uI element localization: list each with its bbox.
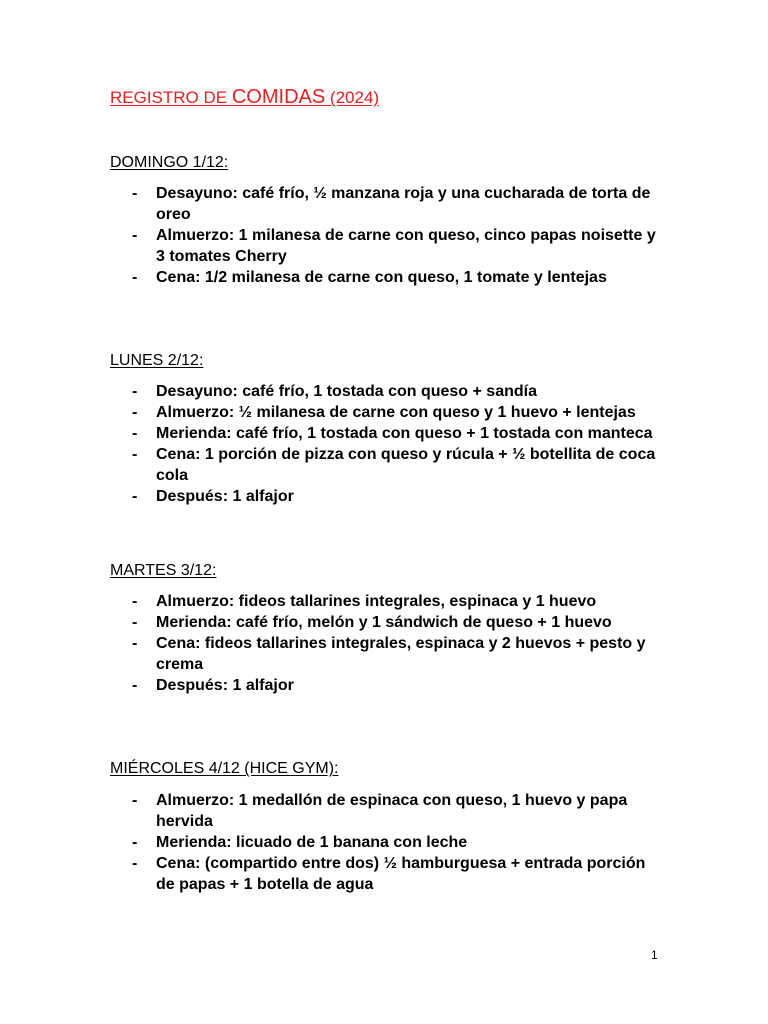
list-item — [130, 853, 660, 895]
meal-text: Merienda: licuado de 1 banana con leche — [156, 834, 468, 851]
day-heading-miercoles: MIÉRCOLES 4/12 (HICE GYM): — [110, 760, 339, 777]
meal-text: Después: 1 alfajor — [156, 488, 294, 505]
dash-bullet: - — [132, 383, 138, 400]
meal-list-domingo — [130, 183, 660, 288]
meal-text: Cena: 1/2 milanesa de carne con queso, 1 tomate y lentejas — [156, 269, 607, 286]
dash-bullet: - — [132, 404, 138, 421]
dash-bullet: - — [132, 792, 138, 809]
title-prefix: REGISTRO DE — [110, 88, 232, 107]
list-item — [130, 486, 660, 507]
list-item — [130, 591, 660, 612]
meal-list-miercoles — [130, 790, 660, 895]
meal-text: Almuerzo: 1 medallón de espinaca con queso, 1 huevo y papa hervida — [156, 792, 628, 830]
list-item — [130, 225, 660, 267]
meal-text: Merienda: café frío, melón y 1 sándwich de queso + 1 huevo — [156, 614, 612, 631]
list-item — [130, 444, 660, 486]
day-heading-martes: MARTES 3/12: — [110, 562, 217, 579]
page-number: 1 — [651, 948, 658, 962]
list-item — [130, 633, 660, 675]
list-item — [130, 675, 660, 696]
meal-text: Cena: fideos tallarines integrales, espinaca y 2 huevos + pesto y crema — [156, 635, 646, 673]
meal-text: Almuerzo: 1 milanesa de carne con queso, cinco papas noisette y 3 tomates Cherry — [156, 227, 656, 265]
list-item — [130, 612, 660, 633]
day-heading-lunes: LUNES 2/12: — [110, 352, 204, 369]
list-item — [130, 423, 660, 444]
title-main: COMIDAS — [231, 86, 326, 108]
dash-bullet: - — [132, 614, 138, 631]
dash-bullet: - — [132, 425, 138, 442]
list-item — [130, 381, 660, 402]
list-item — [130, 832, 660, 853]
dash-bullet: - — [132, 593, 138, 610]
meal-list-lunes — [130, 381, 660, 507]
dash-bullet: - — [132, 855, 138, 872]
meal-text: Cena: 1 porción de pizza con queso y rúcula + ½ botellita de coca cola — [156, 446, 656, 484]
dash-bullet: - — [132, 269, 138, 286]
meal-text: Merienda: café frío, 1 tostada con queso + 1 tostada con manteca — [156, 425, 653, 442]
meal-text: Cena: (compartido entre dos) ½ hamburguesa + entrada porción de papas + 1 botella de agua — [156, 855, 646, 893]
meal-text: Almuerzo: fideos tallarines integrales, espinaca y 1 huevo — [156, 593, 597, 610]
meal-list-martes — [130, 591, 660, 696]
dash-bullet: - — [132, 635, 138, 652]
meal-text: Después: 1 alfajor — [156, 677, 294, 694]
dash-bullet: - — [132, 185, 138, 202]
dash-bullet: - — [132, 677, 138, 694]
title-suffix: (2024) — [325, 88, 380, 107]
list-item — [130, 183, 660, 225]
document-title — [110, 86, 379, 109]
meal-text: Almuerzo: ½ milanesa de carne con queso y 1 huevo + lentejas — [156, 404, 636, 421]
meal-text: Desayuno: café frío, 1 tostada con queso + sandía — [156, 383, 537, 400]
dash-bullet: - — [132, 834, 138, 851]
dash-bullet: - — [132, 488, 138, 505]
list-item — [130, 402, 660, 423]
dash-bullet: - — [132, 227, 138, 244]
list-item — [130, 790, 660, 832]
dash-bullet: - — [132, 446, 138, 463]
day-heading-domingo: DOMINGO 1/12: — [110, 154, 229, 171]
list-item — [130, 267, 660, 288]
meal-text: Desayuno: café frío, ½ manzana roja y una cucharada de torta de oreo — [156, 185, 651, 223]
